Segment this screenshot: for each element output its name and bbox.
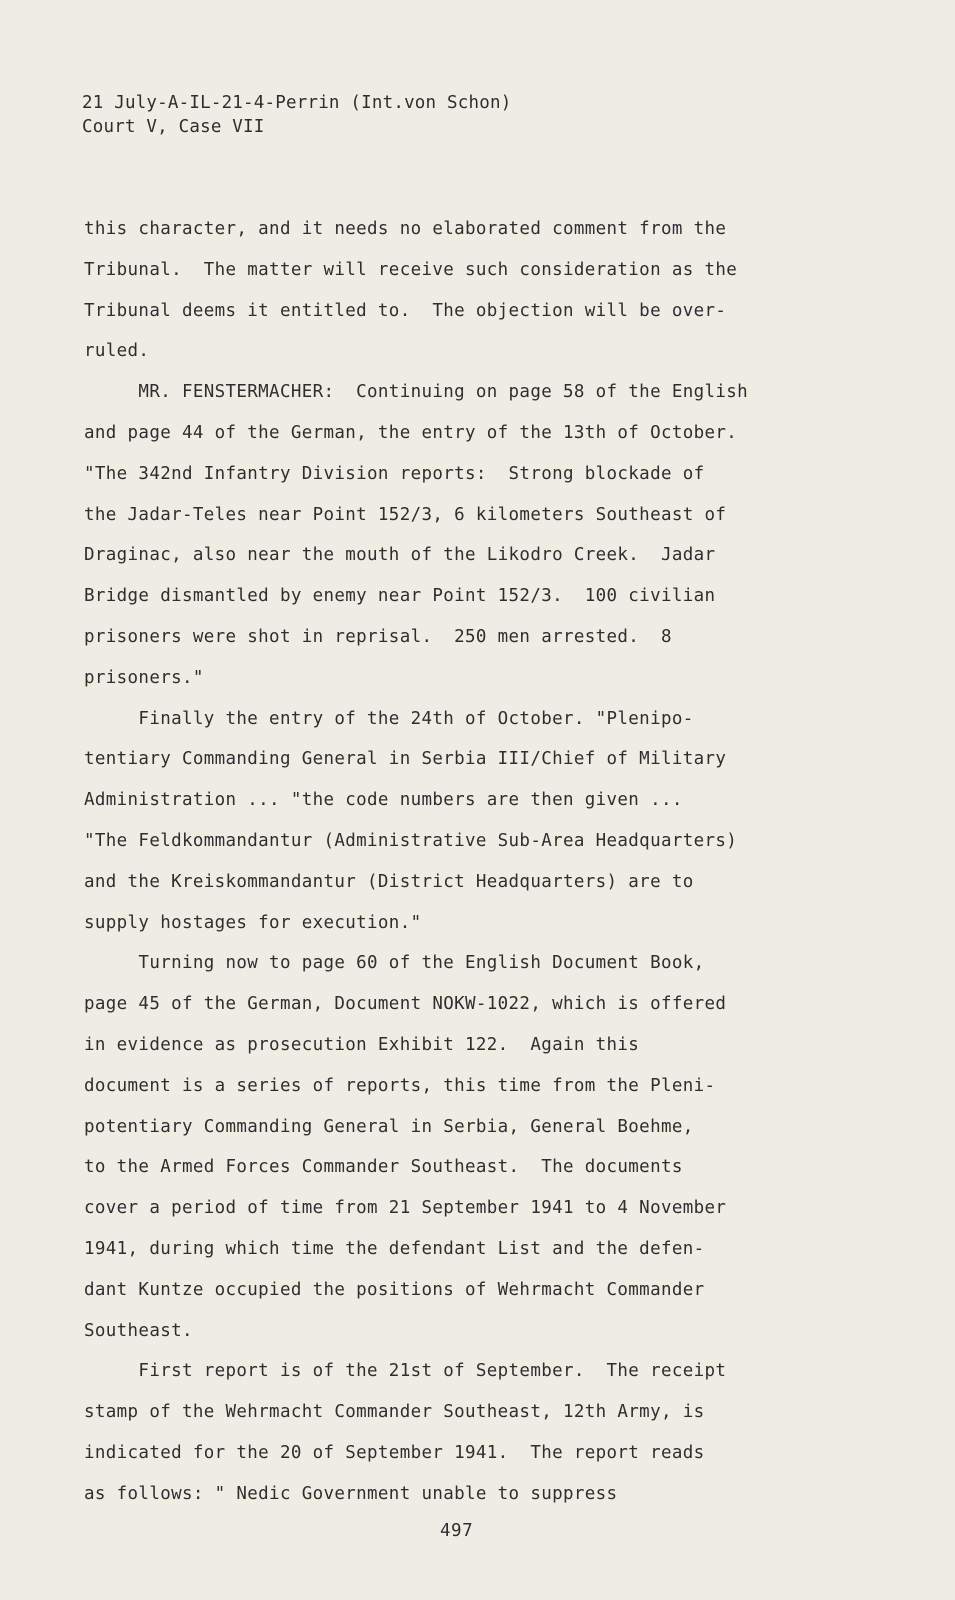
text-line: ruled. xyxy=(84,341,150,362)
text-line: prisoners were shot in reprisal. 250 men arrested. 8 xyxy=(84,626,672,647)
text-line: prisoners." xyxy=(84,667,204,688)
text-line: the Jadar-Teles near Point 152/3, 6 kilometers Southeast of xyxy=(84,504,727,525)
transcript-body xyxy=(84,209,844,1515)
text-line: First report is of the 21st of September. The receipt xyxy=(84,1361,727,1382)
text-line: Bridge dismantled by enemy near Point 152/3. 100 civilian xyxy=(84,586,716,607)
text-line: Tribunal deems it entitled to. The objection will be over- xyxy=(84,300,727,321)
text-line: and the Kreiskommandantur (District Headquarters) are to xyxy=(84,871,694,892)
text-line: stamp of the Wehrmacht Commander Southeast, 12th Army, is xyxy=(84,1402,705,1423)
text-line: Southeast. xyxy=(84,1320,193,1341)
text-line: Turning now to page 60 of the English Document Book, xyxy=(84,953,705,974)
text-line: document is a series of reports, this time from the Pleni- xyxy=(84,1075,716,1096)
text-line: Draginac, also near the mouth of the Likodro Creek. Jadar xyxy=(84,545,716,566)
text-line: in evidence as prosecution Exhibit 122. Again this xyxy=(84,1034,640,1055)
text-line: this character, and it needs no elaborated comment from the xyxy=(84,219,727,239)
text-line: to the Armed Forces Commander Southeast. The documents xyxy=(84,1157,683,1178)
header-court-line: Court V, Case VII xyxy=(82,117,265,137)
text-line: indicated for the 20 of September 1941. The report reads xyxy=(84,1442,705,1463)
text-line: supply hostages for execution." xyxy=(84,912,422,933)
page-number: 497 xyxy=(440,1521,474,1541)
text-line: Tribunal. The matter will receive such consideration as the xyxy=(84,259,738,280)
header-session-line: 21 July-A-IL-21-4-Perrin (Int.von Schon) xyxy=(82,93,512,113)
text-line: MR. FENSTERMACHER: Continuing on page 58 of the English xyxy=(84,382,749,403)
document-header xyxy=(82,91,511,139)
text-line: tentiary Commanding General in Serbia III/Chief of Military xyxy=(84,749,727,770)
text-line: 1941, during which time the defendant List and the defen- xyxy=(84,1238,705,1259)
text-line: and page 44 of the German, the entry of the 13th of October. xyxy=(84,422,738,443)
text-line: page 45 of the German, Document NOKW-1022, which is offered xyxy=(84,994,727,1015)
text-line: Administration ... "the code numbers are then given ... xyxy=(84,790,683,811)
text-line: dant Kuntze occupied the positions of Wehrmacht Commander xyxy=(84,1279,705,1300)
text-line: "The 342nd Infantry Division reports: Strong blockade of xyxy=(84,463,705,484)
text-line: Finally the entry of the 24th of October. "Plenipo- xyxy=(84,708,694,729)
text-line: as follows: " Nedic Government unable to suppress xyxy=(84,1483,618,1504)
text-line: cover a period of time from 21 September 1941 to 4 November xyxy=(84,1198,727,1219)
text-line: "The Feldkommandantur (Administrative Sub-Area Headquarters) xyxy=(84,830,738,851)
text-line: potentiary Commanding General in Serbia, General Boehme, xyxy=(84,1116,694,1137)
